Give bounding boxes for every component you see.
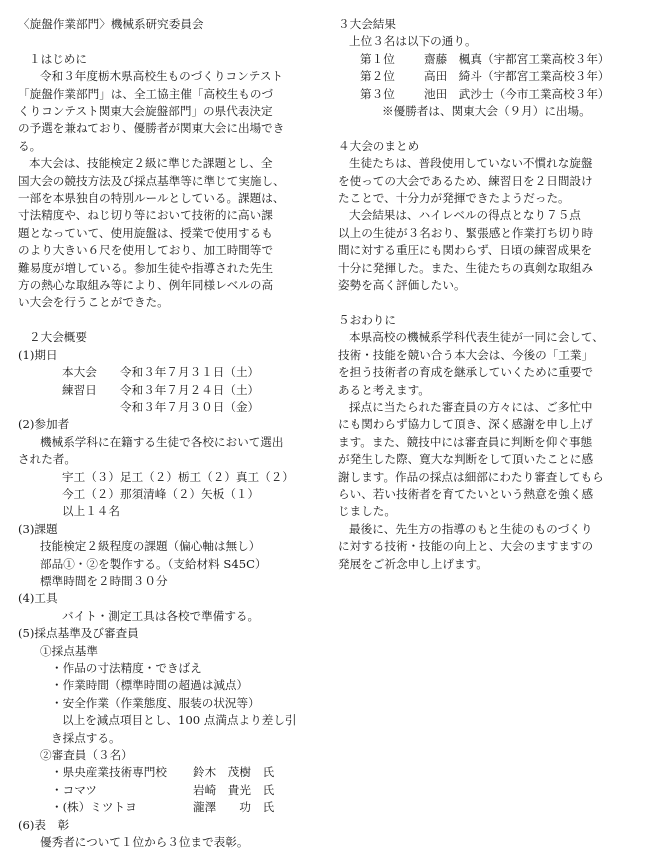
text-line: る。 [18,138,42,153]
text-line: あると考えます。 [338,382,430,397]
conclusion-paragraph-2 [338,399,642,521]
result-school: （宇都宮工業高校３年） [481,69,610,84]
judge-org: ・県央産業技術専門校 [51,765,167,780]
judge-name: 岩崎 貴光 氏 [193,782,275,797]
text-line: 採点に当たられた審査員の方々には、ご多忙中 [349,399,593,414]
text-line: 本県高校の機械系学科代表生徒が一同に会して、 [349,330,604,345]
date-row [18,364,318,381]
text-line: ます。また、競技中には審査員に判断を仰ぐ事態 [338,434,593,449]
text-line: 部品①・②を製作する。（支給材料 S45C） [40,556,267,571]
conclusion-paragraph-3 [338,521,642,573]
result-school: （宇都宮工業高校３年） [481,51,610,66]
intro-paragraph-2 [18,155,318,312]
text-line: のより大きい６尺を使用しており、加工時間等で [18,243,274,258]
text-line: 生徒たちは、普段使用していない不慣れな旋盤 [349,156,593,171]
judge-org: ・コマツ [51,782,98,797]
dates-list [18,364,318,416]
text-line: 最後に、先生方の指導のもと生徒のものづくり [349,521,593,536]
text-line: バイト・測定工具は各校で準備する。 [62,608,260,623]
judge-row [18,782,318,799]
text-line: 本大会は、技能検定２級に準じた課題とし、全 [29,156,273,171]
text-line: 「旋盤作業部門」は、全工協主催「高校生ものづ [18,86,274,101]
text-line: 機械系学科に在籍する生徒で各校において選出 [40,434,284,449]
schools-line: 宇工（３）足工（２）栃工（２）真工（２） [62,469,294,484]
criteria-item: ・作業時間（標準時間の超過は減点） [51,678,249,693]
text-line: を使っての大会であるため、練習日を２日間設け [338,173,593,188]
text-line: じました。 [338,504,396,519]
text-line: 標準時間を２時間３０分 [40,573,168,588]
conclusion-paragraph-1 [338,329,642,399]
date-value: 令和３年７月２４日（土） [120,382,260,397]
heading-overview: ２大会概要 [29,330,87,345]
text-line: 技術・技能を競い合う本大会は、今後の「工業」 [338,347,594,362]
left-column [18,16,318,851]
text-line: らい、若い技術者を育てたいという熱意を強く感 [338,486,594,501]
date-label: 本大会 [62,365,97,380]
text-line: 発展をご祈念申し上げます。 [338,556,488,571]
result-row [338,68,642,85]
date-row [18,382,318,399]
result-row [338,51,642,68]
text-line: 技能検定２級程度の課題（偏心軸は無し） [40,539,261,554]
judge-name: 鈴木 茂樹 氏 [193,765,275,780]
text-line: を担う技術者の育成を継承していくために重要で [338,365,594,380]
text-line: 大会結果は、ハイレベルの得点となり７５点 [349,208,581,223]
result-name: 池田 武沙士 [424,86,494,101]
text-line: 謝します。作品の採点は細部にわたり審査してもら [338,469,604,484]
text-line: 題となっていて、使用旋盤は、授業で使用するも [18,225,273,240]
text-line: 上位３名は以下の通り。 [349,34,477,49]
text-line: が発生した際、寛大な判断をして頂いたことに感 [338,452,594,467]
right-column [338,16,642,573]
date-row [18,399,318,416]
subheading-tools: (4)工具 [18,591,58,606]
result-name: 齋藤 楓真 [424,51,482,66]
date-value: 令和３年７月３０日（金） [120,399,260,414]
result-name: 高田 綺斗 [424,69,482,84]
section-header: 〈旋盤作業部門〉機械系研究委員会 [18,17,204,31]
date-label: 練習日 [62,382,97,397]
heading-summary: ４大会のまとめ [338,138,420,153]
heading-results: ３大会結果 [338,17,396,31]
text-line: い大会を行うことができた。 [18,295,169,310]
judge-org: ・(株）ミツトヨ [51,800,137,815]
summary-paragraph-2 [338,207,642,294]
text-line: された者。 [18,452,76,467]
result-note: ※優勝者は、関東大会（９月）に出場。 [382,104,591,119]
subheading-dates: (1)期日 [18,347,58,362]
judge-name: 瀧澤 功 氏 [193,800,275,815]
criteria-item: ・作品の寸法精度・できばえ [51,661,202,675]
text-line: 一部を本県独自の特別ルールとしている。課題は、 [18,191,285,206]
subheading-scoring: (5)採点基準及び審査員 [18,626,139,641]
text-line: 間に対する重圧にも関わらず、日頃の練習成果を [338,243,593,258]
judges-label: ②審査員（３名） [40,748,133,763]
text-line: 優秀者について１位から３位まで表彰。 [40,835,249,850]
subheading-participants: (2)参加者 [18,417,70,432]
heading-conclusion: ５おわりに [338,312,396,327]
text-line: き採点する。 [51,730,121,745]
text-line: 難易度が増している。参加生徒や指導された先生 [18,260,274,275]
result-row [338,86,642,103]
text-line: に対する技術・技能の向上と、大会のますますの [338,539,594,554]
judge-row [18,764,318,781]
text-line: 十分に発揮した。また、生徒たちの真剣な取組み [338,260,594,275]
heading-introduction: １はじめに [29,51,87,66]
text-line: 以上を減点項目とし、100 点満点より差し引 [62,713,297,728]
summary-paragraph-1 [338,155,642,207]
criteria-label: ①採点基準 [40,643,98,658]
result-school: （今市工業高校３年） [493,86,610,101]
result-rank: 第３位 [360,86,395,101]
text-line: 方の熱心な取組み等により、例年同様レベルの高 [18,278,274,293]
text-line: 寸法精度や、ねじ切り等において技術的に高い課 [18,208,273,223]
schools-line: 今工（２）那須清峰（２）矢板（１） [62,486,260,501]
result-rank: 第１位 [360,51,395,66]
text-line: 以上の生徒が３名おり、緊張感と作業打ち切り時 [338,225,594,240]
subheading-awards: (6)表 彰 [18,817,70,832]
text-line: 令和３年度栃木県高校生ものづくりコンテスト [40,69,284,84]
intro-paragraph-1 [18,68,318,155]
result-rank: 第２位 [360,69,395,84]
text-line: 姿勢を高く評価したい。 [338,278,466,293]
text-line: にも関わらず協力して頂き、深く感謝を申し上げ [338,417,593,432]
text-line: くりコンテスト関東大会旋盤部門」の県代表決定 [18,104,273,119]
date-value: 令和３年７月３１日（土） [120,365,260,380]
judge-row [18,799,318,816]
subheading-task: (3)課題 [18,521,58,536]
text-line: 国大会の競技方法及び採点基準等に準じて実施し、 [18,173,285,188]
text-line: の予選を兼ねており、優勝者が関東大会に出場でき [18,121,285,136]
criteria-item: ・安全作業（作業態度、服装の状況等） [51,695,260,710]
participants-total: 以上１４名 [62,504,120,519]
text-line: たことで、十分力が発揮できたようだった。 [338,191,570,206]
results-list [338,51,642,103]
